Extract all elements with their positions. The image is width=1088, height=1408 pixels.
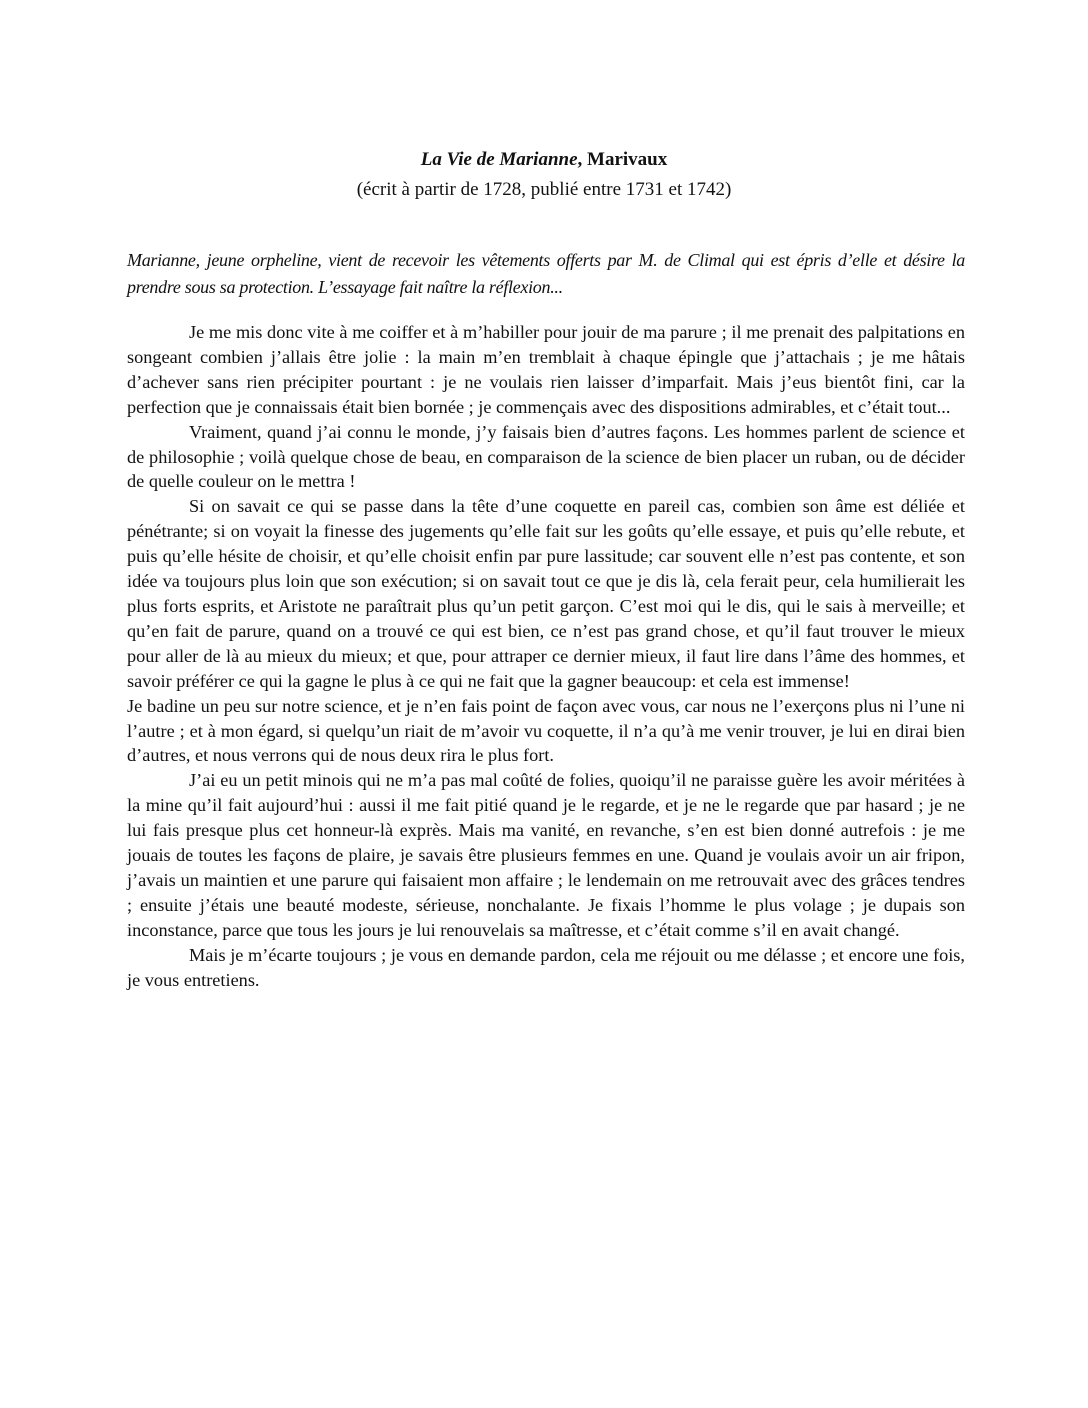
excerpt-body — [127, 320, 965, 992]
document-header — [0, 145, 1088, 205]
work-title: La Vie de Marianne — [420, 149, 578, 170]
paragraph: J’ai eu un petit minois qui ne m’a pas mal coûté de folies, quoiqu’il ne paraisse guère les avoir méritées à la mine qu’il fait aujourd’hui : aussi il me fait pitié quand je le regarde, et je ne le regarde que par hasard ; je ne lui fais presque plus cet honneur-là exprès. Mais ma vanité, en revanche, s’en est bien donné autrefois : je me jouais de toutes les façons de plaire, je savais être plusieurs femmes en une. Quand je voulais avoir un air fripon, j’avais un maintien et une parure qui faisaient mon affaire ; le lendemain on me retrouvait avec des grâces tendres ; ensuite j’étais une beauté modeste, sérieuse, nonchalante. Je fixais l’homme le plus volage ; je dupais son inconstance, parce que tous les jours je lui renouvelais sa maîtresse, et c’était comme s’il en avait changé. — [127, 770, 965, 940]
publication-dates: (écrit à partir de 1728, publié entre 1731 et 1742) — [356, 179, 732, 200]
author-name: , Marivaux — [577, 149, 668, 170]
intro-summary: Marianne, jeune orpheline, vient de recevoir les vêtements offerts par M. de Climal qui est épris d’elle et désire la prendre sous sa protection. L’essayage fait naître la réflexion... — [127, 250, 965, 297]
paragraph: Je badine un peu sur notre science, et je n’en fais point de façon avec vous, car nous ne l’exerçons plus ni l’une ni l’autre ; et à mon égard, si quelqu’un riait de m’avoir vu coquette, il n’a qu’à me venir trouver, je lui en dirai bien d’autres, et nous verrons qui de nous deux rira le plus fort. — [127, 695, 965, 766]
paragraph: Mais je m’écarte toujours ; je vous en demande pardon, cela me réjouit ou me délasse ; et encore une fois, je vous entretiens. — [127, 944, 965, 990]
paragraph: Je me mis donc vite à me coiffer et à m’habiller pour jouir de ma parure ; il me prenait des palpitations en songeant combien j’allais être jolie : la main m’en tremblait à chaque épingle que j’attachais ; je me hâtais d’achever sans rien précipiter pourtant : je ne voulais rien laisser d’imparfait. Mais j’eus bientôt fini, car la perfection que je connaissais était bien bornée ; je commençais avec des dispositions admirables, et c’était tout... — [127, 322, 965, 417]
paragraph: Si on savait ce qui se passe dans la tête d’une coquette en pareil cas, combien son âme est déliée et pénétrante; si on voyait la finesse des jugements qu’elle fait sur les goûts qu’elle essaye, et puis qu’elle rebute, et puis qu’elle hésite de choisir, et qu’elle choisit enfin par pure lassitude; car souvent elle n’est pas contente, et son idée va toujours plus loin que son exécution; si on savait tout ce que je dis là, cela ferait peur, cela humilierait les plus forts esprits, et Aristote ne paraîtrait plus qu’un petit garçon. C’est moi qui le dis, qui le sais à merveille; et qu’en fait de parure, quand on a trouvé ce qui est bien, ce n’est pas grand chose, et qu’il faut trouver le mieux pour aller de là au mieux du mieux; et que, pour attraper ce dernier mieux, il faut lire dans l’âme des hommes, et savoir préférer ce qui la gagne le plus à ce qui ne fait que la gagner beaucoup: et cela est immense! — [127, 496, 965, 691]
title-line — [0, 145, 1088, 175]
paragraph: Vraiment, quand j’ai connu le monde, j’y faisais bien d’autres façons. Les hommes parlent de science et de philosophie ; voilà quelque chose de beau, en comparaison de la science de bien placer un ruban, ou de décider de quelle couleur on le mettra ! — [127, 421, 965, 492]
